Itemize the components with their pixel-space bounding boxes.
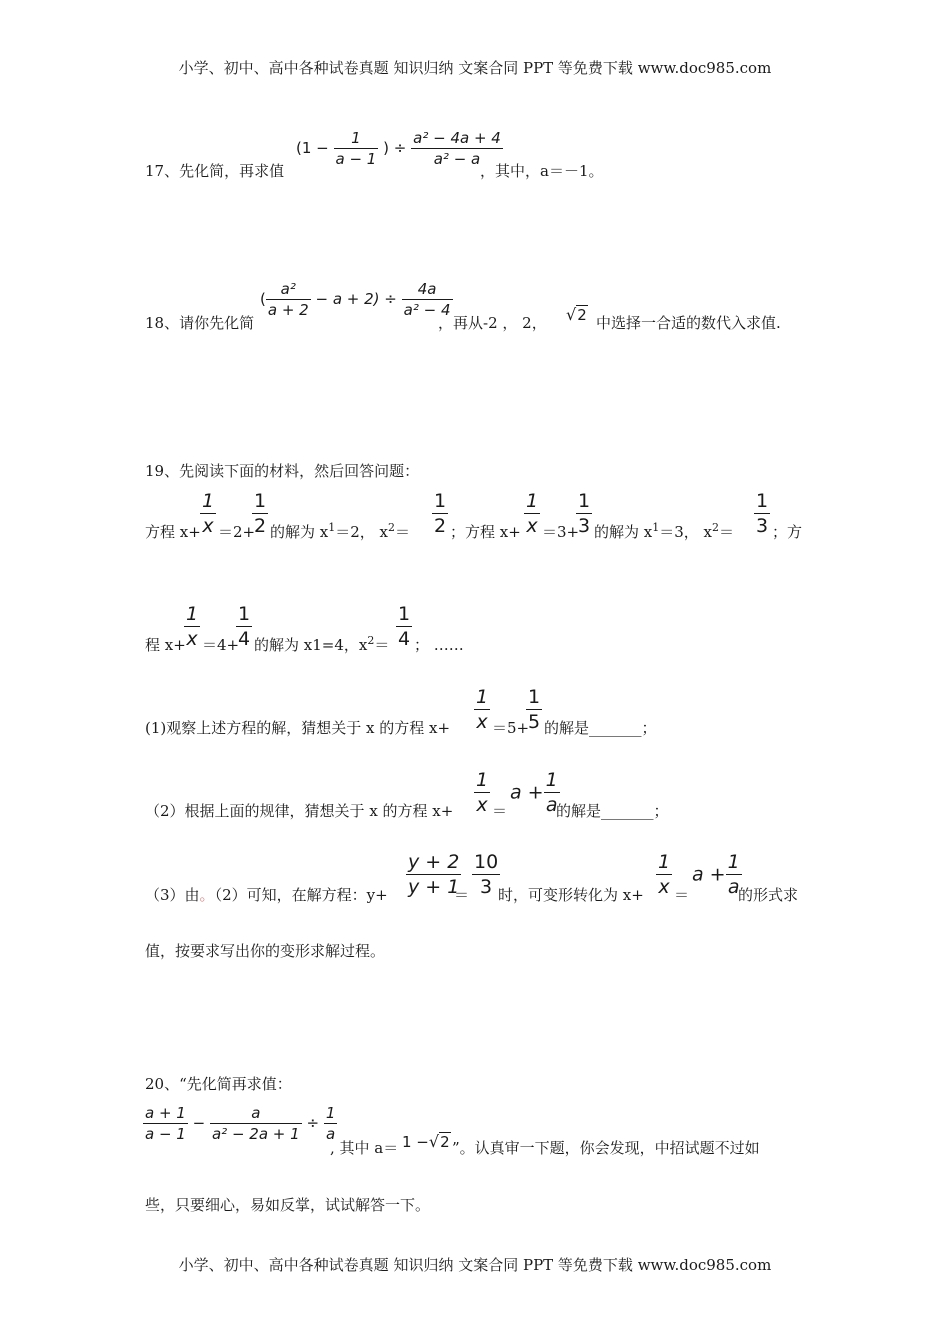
q19-line1-frac-13b: $\frac{1}{3}$ bbox=[756, 490, 769, 537]
q19-sub3-c: 时，可变形转化为 x+ bbox=[498, 886, 644, 904]
q19-sub2-c: 的解是_______； bbox=[556, 802, 669, 820]
q19-line1-g: ；方 bbox=[772, 523, 803, 541]
page-footer: 小学、初中、高中各种试卷真题 知识归纳 文案合同 PPT 等免费下载 www.doc985.com bbox=[178, 1256, 772, 1274]
q20-fraction-2: $\frac{a}{\text{a² − 2a + 1}}$ bbox=[211, 1104, 300, 1143]
q17-open: (1 − bbox=[296, 139, 329, 157]
q19-sub3-a: （3）由。（2）可知，在解方程：y+ bbox=[145, 886, 388, 904]
q19-line2-c: 的解为 x1=4，$x^2=$ bbox=[254, 634, 390, 654]
q19-line1-f: 的解为 $x^1=3$， $x^2=$ bbox=[594, 521, 735, 541]
q20-fraction-1: $\frac{a + 1}{a - 1}$ bbox=[145, 1104, 186, 1143]
q19-line2-a: 程 x+ bbox=[145, 636, 186, 654]
q19-line1-b: ＝2+ bbox=[218, 523, 256, 541]
q20-value: 1 −√2 bbox=[402, 1132, 450, 1151]
q17-suffix: ，其中，a＝－1。 bbox=[480, 162, 604, 180]
q19-line1-frac-1x: $\frac{1}{x}$ bbox=[202, 490, 215, 537]
q19-sub1-frac-1x: $\frac{1}{x}$ bbox=[476, 686, 489, 733]
q19-line1-frac-1x-b: $\frac{1}{x}$ bbox=[526, 490, 539, 537]
q18-expression: ( $\frac{\text{a²}}{a + 2}$ − a + 2) ÷ $\frac{4a}{\text{a² − 4}}$ bbox=[260, 280, 451, 319]
q19-line1-d: ；方程 x+ bbox=[450, 523, 521, 541]
page-header: 小学、初中、高中各种试卷真题 知识归纳 文案合同 PPT 等免费下载 www.doc985.com bbox=[178, 59, 772, 77]
q19-line2-frac-1x: $\frac{1}{x}$ bbox=[186, 603, 199, 650]
q20-line2: 些，只要细心，易如反掌，试试解答一下。 bbox=[145, 1196, 431, 1214]
q18-sqrt: √2 bbox=[566, 305, 587, 324]
q19-sub3-frac-y: $\frac{y + 2}{y + 1}$ bbox=[408, 851, 460, 898]
q19-sub3-b: ＝ bbox=[454, 886, 470, 904]
q19-sub1-a: (1)观察上述方程的解，猜想关于 x 的方程 x+ bbox=[145, 719, 451, 737]
q19-sub2-a: （2）根据上面的规律，猜想关于 x 的方程 x+ bbox=[145, 802, 454, 820]
q20-intro: 20、“先化简再求值： bbox=[145, 1075, 292, 1093]
q19-line1-frac-12: $\frac{1}{2}$ bbox=[254, 490, 267, 537]
q19-sub1-c: 的解是_______； bbox=[544, 719, 657, 737]
q19-line2-frac-14b: $\frac{1}{4}$ bbox=[398, 603, 411, 650]
q20-fraction-3: $\frac{1}{a}$ bbox=[325, 1104, 336, 1143]
q18-prefix: 18、请你先化简 bbox=[145, 314, 255, 332]
q19-sub2-a-plus-1a: a + $\frac{1}{a}$ bbox=[510, 769, 558, 816]
q18-middle: ，再从-2 ， 2， bbox=[438, 314, 547, 332]
q17-prefix: 17、先化简，再求值 bbox=[145, 162, 285, 180]
q19-sub3-frac-1x: $\frac{1}{x}$ bbox=[658, 851, 671, 898]
q19-sub3-a-plus-1a: a + $\frac{1}{a}$ bbox=[692, 851, 740, 898]
q19-sub3-d: ＝ bbox=[674, 886, 690, 904]
q18-suffix: 中选择一合适的数代入求值. bbox=[596, 314, 781, 332]
q19-line1-e: ＝3+ bbox=[542, 523, 580, 541]
q18-fraction-1: $\frac{\text{a²}}{a + 2}$ bbox=[267, 280, 309, 319]
q20-text-1: , 其中 a＝ bbox=[330, 1139, 399, 1157]
q17-fraction-1: $\frac{1}{a - 1}$ bbox=[335, 129, 377, 168]
q19-line1-frac-13: $\frac{1}{3}$ bbox=[578, 490, 591, 537]
q19-sub3-e: 的形式求 bbox=[738, 886, 799, 904]
q19-sub3-line2: 值，按要求写出你的变形求解过程。 bbox=[145, 942, 386, 960]
q19-line1-c: 的解为 $x^1=2$， $x^2=$ bbox=[270, 521, 411, 541]
q19-line2-b: ＝4+ bbox=[202, 636, 240, 654]
q19-sub2-frac-1x: $\frac{1}{x}$ bbox=[476, 769, 489, 816]
q19-sub2-b: ＝ bbox=[492, 802, 508, 820]
q18-fraction-2: $\frac{4a}{\text{a² − 4}}$ bbox=[403, 280, 451, 319]
q17-close: ) bbox=[383, 139, 389, 157]
q20-text-2: ”。认真审一下题，你会发现，中招试题不过如 bbox=[452, 1139, 760, 1157]
q19-line2-frac-14: $\frac{1}{4}$ bbox=[238, 603, 251, 650]
q17-fraction-2: $\frac{\text{a² − 4a + 4}}{\text{a² − a}}$ bbox=[413, 129, 501, 168]
q19-line2-d: ； …… bbox=[414, 636, 464, 654]
q17-expression bbox=[296, 129, 503, 168]
q19-line1-a: 方程 x+ bbox=[145, 523, 201, 541]
q19-sub1-b: ＝5+ bbox=[492, 719, 530, 737]
q19-line1-frac-12b: $\frac{1}{2}$ bbox=[434, 490, 447, 537]
q20-expression: $\frac{a + 1}{a - 1}$ − $\frac{a}{\text{a² − 2a + 1}}$ ÷ $\frac{1}{a}$ bbox=[145, 1104, 336, 1143]
q19-sub1-frac-15: $\frac{1}{5}$ bbox=[528, 686, 541, 733]
q19-sub3-frac-103: $\frac{10}{3}$ bbox=[474, 851, 499, 898]
q17-div: ÷ bbox=[393, 139, 407, 157]
q19-intro: 19、先阅读下面的材料，然后回答问题： bbox=[145, 462, 420, 480]
